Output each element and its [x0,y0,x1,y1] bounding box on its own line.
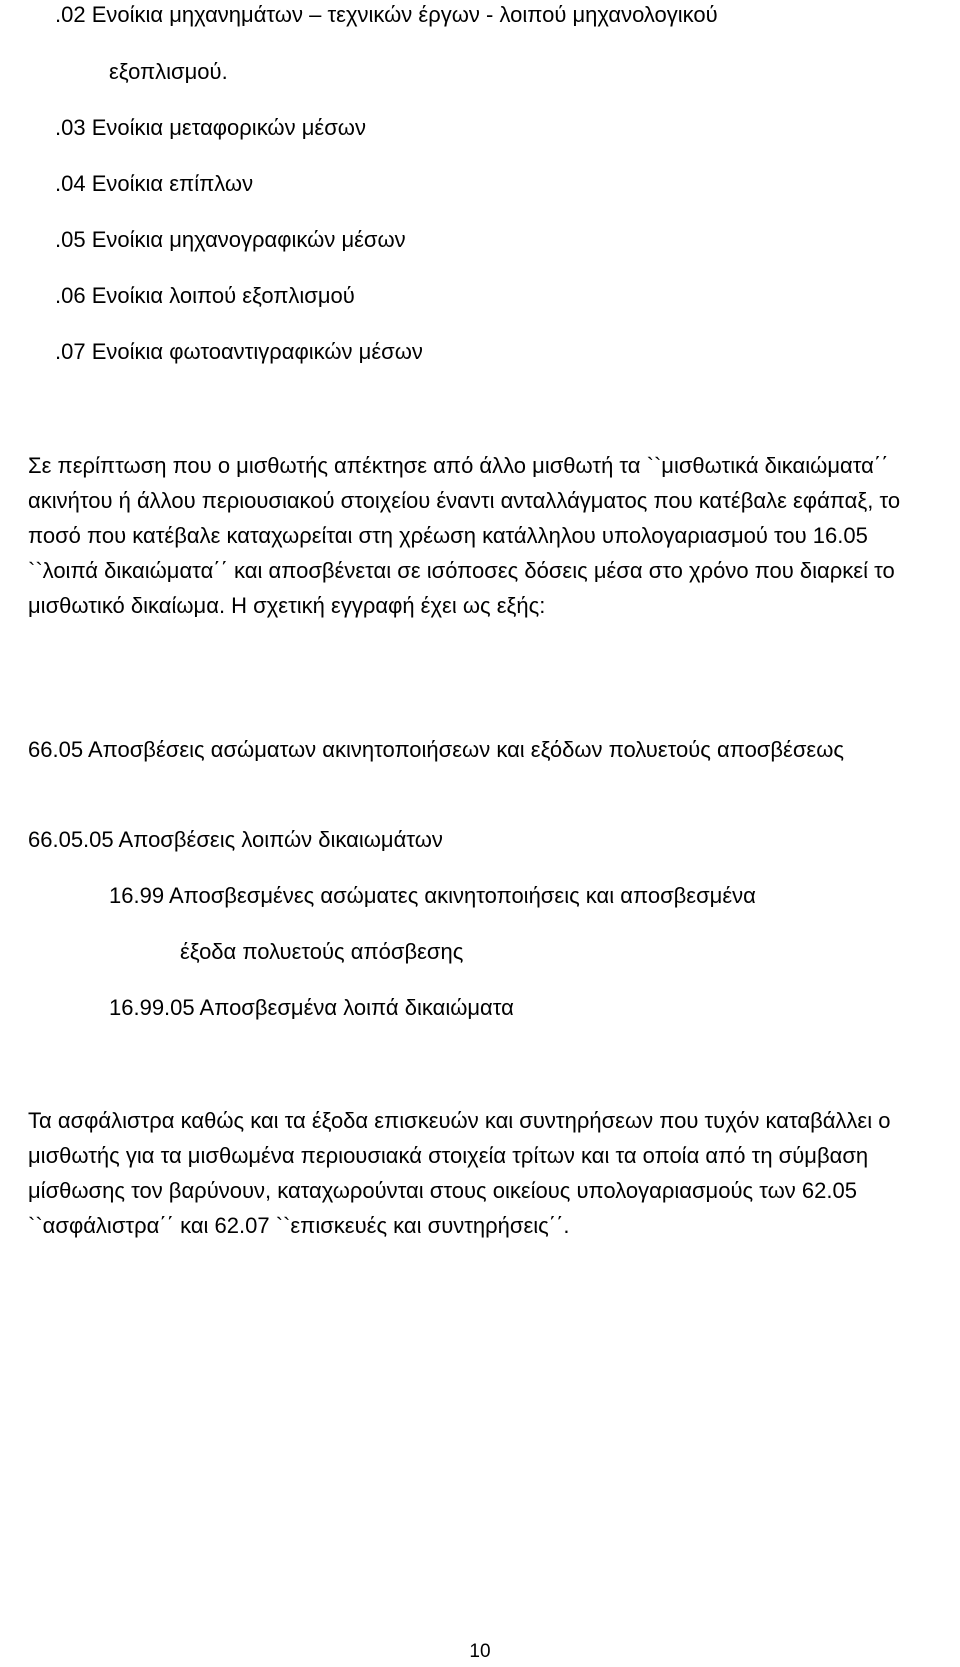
list-item-02-line2: εξοπλισμού. [109,59,228,84]
credit-subaccount: 16.99.05 Αποσβεσμένα λοιπά δικαιώματα [109,995,514,1020]
debit-account: 66.05 Αποσβέσεις ασώματων ακινητοποιήσεων και εξόδων πολυετούς αποσβέσεως [28,737,845,762]
paragraph-insurance: Τα ασφάλιστρα καθώς και τα έξοδα επισκευών και συντηρήσεων που τυχόν καταβάλλει ο μισθωτής για τα μισθωμένα περιουσιακά στοιχεία τρίτων και τα οποία από τη σύμβαση μίσθωσης τον βαρύνουν, καταχωρούνται στους οικείους υπολογαριασμούς των 62.05 ``ασφάλιστρα΄΄ και 62.07 ``επισκευές και συντηρήσεις΄΄. [28,1108,891,1238]
paragraph-rights: Σε περίπτωση που ο μισθωτής απέκτησε από άλλο μισθωτή τα ``μισθωτικά δικαιώματα΄΄ ακινήτου ή άλλου περιουσιακού στοιχείου έναντι ανταλλάγματος που κατέβαλε εφάπαξ, το ποσό που κατέβαλε καταχωρείται στη χρέωση κατάλληλου υπολογαριασμού του 16.05 ``λοιπά δικαιώματα΄΄ και αποσβένεται σε ισόποσες δόσεις μέσα στο χρόνο που διαρκεί το μισθωτικό δικαίωμα. Η σχετική εγγραφή έχει ως εξής: [28,453,901,618]
credit-account-line2: έξοδα πολυετούς απόσβεσης [180,939,464,964]
list-item-07: .07 Ενοίκια φωτοαντιγραφικών μέσων [55,339,423,364]
credit-account-line1: 16.99 Αποσβεσμένες ασώματες ακινητοποιήσεις και αποσβεσμένα [109,883,756,908]
debit-subaccount: 66.05.05 Αποσβέσεις λοιπών δικαιωμάτων [28,827,443,852]
list-item-03: .03 Ενοίκια μεταφορικών μέσων [55,115,366,140]
list-item-06: .06 Ενοίκια λοιπού εξοπλισμού [55,283,355,308]
list-item-02-line1: .02 Ενοίκια μηχανημάτων – τεχνικών έργων - λοιπού μηχανολογικού [55,2,718,27]
list-item-05: .05 Ενοίκια μηχανογραφικών μέσων [55,227,406,252]
list-item-04: .04 Ενοίκια επίπλων [55,171,254,196]
page-number: 10 [469,1641,491,1662]
